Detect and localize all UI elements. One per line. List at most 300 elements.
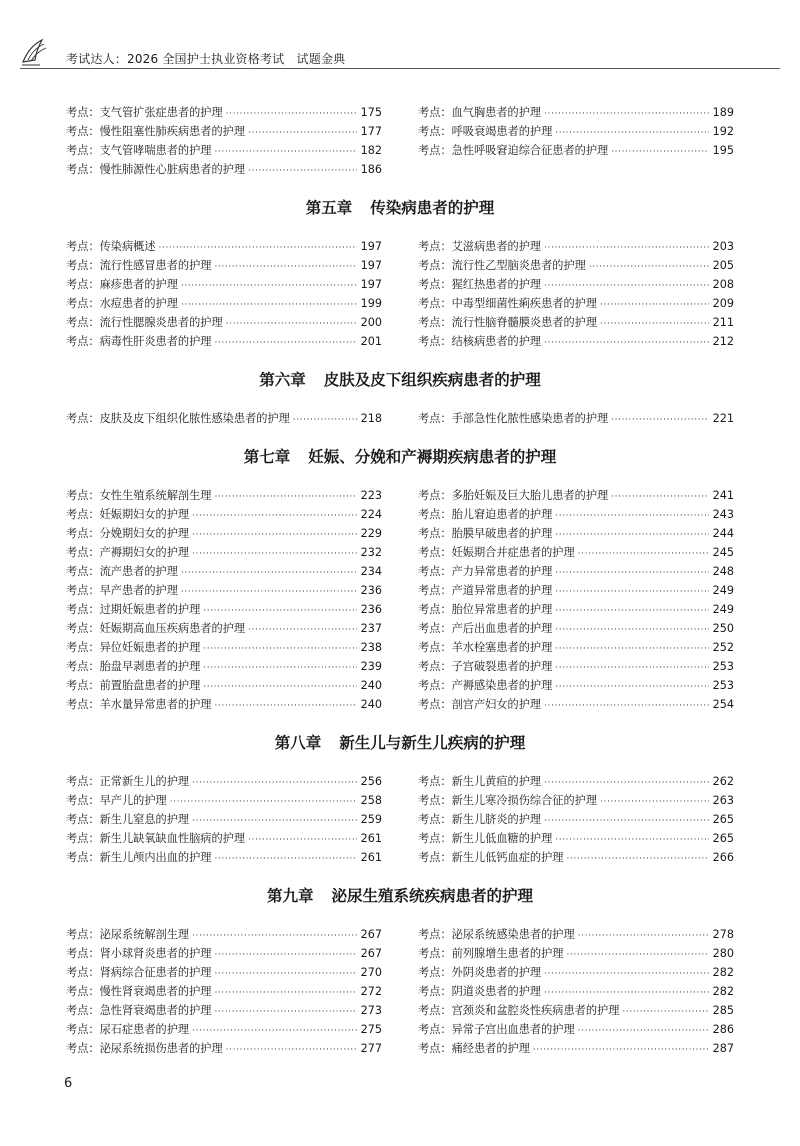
- entry-prefix: 考点：: [418, 985, 452, 998]
- entry-prefix: 考点：: [418, 259, 452, 272]
- entry-label: 新生儿低钙血症的护理: [451, 851, 564, 864]
- entry-label: 肾病综合征患者的护理: [99, 966, 212, 979]
- toc-entry[interactable]: [66, 676, 382, 695]
- entry-page-number: 259: [360, 813, 382, 826]
- toc-entry[interactable]: [66, 963, 382, 982]
- entry-prefix: 考点：: [66, 851, 100, 864]
- toc-entry[interactable]: [418, 505, 734, 524]
- entry-page-number: 203: [712, 240, 734, 253]
- entry-page-number: 280: [712, 947, 734, 960]
- toc-column-left: [66, 486, 382, 714]
- entry-label: 新生儿脐炎的护理: [451, 813, 542, 826]
- dot-leader: [214, 488, 357, 507]
- toc-entry[interactable]: [66, 332, 382, 351]
- toc-entry[interactable]: [66, 486, 382, 505]
- entry-page-number: 224: [360, 508, 382, 521]
- dot-leader: [214, 1003, 357, 1022]
- entry-label: 呼吸衰竭患者的护理: [451, 125, 553, 138]
- entry-prefix: 考点：: [66, 966, 100, 979]
- toc-entry[interactable]: [66, 810, 382, 829]
- entry-page-number: 273: [360, 1004, 382, 1017]
- toc-entry[interactable]: [418, 944, 734, 963]
- dot-leader: [566, 850, 709, 869]
- toc-entry[interactable]: [66, 982, 382, 1001]
- toc-entry[interactable]: [418, 1020, 734, 1039]
- entry-label: 中毒型细菌性痢疾患者的护理: [451, 297, 598, 310]
- entry-prefix: 考点：: [66, 832, 100, 845]
- entry-page-number: 248: [712, 565, 734, 578]
- entry-prefix: 考点：: [66, 316, 100, 329]
- toc-entry[interactable]: [418, 791, 734, 810]
- entry-page-number: 175: [360, 106, 382, 119]
- toc-section: [66, 409, 734, 428]
- entry-prefix: 考点：: [66, 259, 100, 272]
- chapter-title: 新生儿与新生儿疾病的护理: [339, 734, 526, 752]
- entry-prefix: 考点：: [66, 144, 100, 157]
- entry-page-number: 249: [712, 603, 734, 616]
- entry-label: 胎膜早破患者的护理: [451, 527, 553, 540]
- entry-page-number: 237: [360, 622, 382, 635]
- entry-page-number: 286: [712, 1023, 734, 1036]
- entry-prefix: 考点：: [418, 1042, 452, 1055]
- toc-entry[interactable]: [66, 103, 382, 122]
- entry-prefix: 考点：: [66, 527, 100, 540]
- entry-prefix: 考点：: [418, 698, 452, 711]
- toc-entry[interactable]: [418, 141, 734, 160]
- entry-page-number: 197: [360, 278, 382, 291]
- logo-icon: [20, 38, 58, 68]
- entry-label: 流行性腮腺炎患者的护理: [99, 316, 223, 329]
- entry-page-number: 229: [360, 527, 382, 540]
- toc-entry[interactable]: [66, 944, 382, 963]
- chapter-number: 第五章: [305, 199, 353, 217]
- chapter-number: 第八章: [274, 734, 322, 752]
- entry-prefix: 考点：: [418, 412, 452, 425]
- entry-page-number: 241: [712, 489, 734, 502]
- entry-prefix: 考点：: [66, 412, 100, 425]
- entry-prefix: 考点：: [418, 106, 452, 119]
- toc-entry[interactable]: [66, 294, 382, 313]
- entry-page-number: 236: [360, 603, 382, 616]
- dot-leader: [226, 1041, 357, 1060]
- entry-label: 羊水栓塞患者的护理: [451, 641, 553, 654]
- dot-leader: [203, 640, 357, 659]
- toc-entry[interactable]: [418, 829, 734, 848]
- entry-label: 早产患者的护理: [99, 584, 178, 597]
- dot-leader: [555, 640, 709, 659]
- entry-label: 猩红热患者的护理: [451, 278, 542, 291]
- entry-page-number: 177: [360, 125, 382, 138]
- toc-column-left: [66, 409, 382, 428]
- chapter-number: 第七章: [243, 448, 291, 466]
- entry-label: 血气胸患者的护理: [451, 106, 542, 119]
- toc-entry[interactable]: [66, 409, 382, 428]
- entry-prefix: 考点：: [66, 546, 100, 559]
- toc-column-right: [418, 925, 734, 1058]
- entry-label: 妊娠期高血压疾病患者的护理: [99, 622, 246, 635]
- toc-entry[interactable]: [418, 619, 734, 638]
- entry-prefix: 考点：: [66, 775, 100, 788]
- entry-label: 前列腺增生患者的护理: [451, 947, 564, 960]
- entry-prefix: 考点：: [418, 660, 452, 673]
- entry-prefix: 考点：: [418, 813, 452, 826]
- entry-page-number: 272: [360, 985, 382, 998]
- toc-entry[interactable]: [418, 963, 734, 982]
- entry-page-number: 240: [360, 698, 382, 711]
- dot-leader: [248, 124, 357, 143]
- entry-prefix: 考点：: [66, 641, 100, 654]
- entry-prefix: 考点：: [418, 125, 452, 138]
- dot-leader: [226, 315, 357, 334]
- dot-leader: [181, 564, 357, 583]
- toc-column-left: [66, 237, 382, 351]
- dot-leader: [600, 296, 709, 315]
- entry-prefix: 考点：: [418, 565, 452, 578]
- entry-label: 产褥感染患者的护理: [451, 679, 553, 692]
- entry-label: 剖宫产妇女的护理: [451, 698, 542, 711]
- toc-entry[interactable]: [418, 332, 734, 351]
- toc-entry[interactable]: [66, 848, 382, 867]
- entry-label: 流行性脑脊髓膜炎患者的护理: [451, 316, 598, 329]
- toc-entry[interactable]: [418, 772, 734, 791]
- entry-label: 传染病概述: [99, 240, 156, 253]
- entry-page-number: 258: [360, 794, 382, 807]
- entry-page-number: 186: [360, 163, 382, 176]
- entry-page-number: 238: [360, 641, 382, 654]
- page-number: 6: [64, 1076, 73, 1091]
- entry-prefix: 考点：: [66, 947, 100, 960]
- dot-leader: [544, 334, 709, 353]
- entry-label: 子宫破裂患者的护理: [451, 660, 553, 673]
- entry-prefix: 考点：: [418, 603, 452, 616]
- dot-leader: [248, 831, 357, 850]
- toc-entry[interactable]: [66, 160, 382, 179]
- entry-label: 女性生殖系统解剖生理: [99, 489, 212, 502]
- toc-entry[interactable]: [66, 925, 382, 944]
- toc-entry[interactable]: [418, 543, 734, 562]
- dot-leader: [555, 678, 709, 697]
- toc-entry[interactable]: [418, 237, 734, 256]
- entry-label: 水痘患者的护理: [99, 297, 178, 310]
- dot-leader: [555, 507, 709, 526]
- entry-page-number: 243: [712, 508, 734, 521]
- entry-label: 麻疹患者的护理: [99, 278, 178, 291]
- entry-label: 流产患者的护理: [99, 565, 178, 578]
- entry-prefix: 考点：: [418, 316, 452, 329]
- entry-label: 慢性肾衰竭患者的护理: [99, 985, 212, 998]
- entry-label: 胎盘早剥患者的护理: [99, 660, 201, 673]
- toc-entry[interactable]: [66, 524, 382, 543]
- entry-prefix: 考点：: [418, 851, 452, 864]
- entry-prefix: 考点：: [418, 1004, 452, 1017]
- entry-label: 宫颈炎和盆腔炎性疾病患者的护理: [451, 1004, 620, 1017]
- toc-entry[interactable]: [418, 581, 734, 600]
- toc-entry[interactable]: [66, 141, 382, 160]
- toc-entry[interactable]: [66, 638, 382, 657]
- entry-prefix: 考点：: [418, 679, 452, 692]
- entry-prefix: 考点：: [418, 584, 452, 597]
- entry-prefix: 考点：: [418, 508, 452, 521]
- entry-page-number: 189: [712, 106, 734, 119]
- chapter-heading: [66, 351, 734, 409]
- entry-label: 病毒性肝炎患者的护理: [99, 335, 212, 348]
- toc-entry[interactable]: [418, 925, 734, 944]
- dot-leader: [192, 526, 357, 545]
- entry-prefix: 考点：: [418, 775, 452, 788]
- dot-leader: [214, 946, 357, 965]
- toc-section: [66, 772, 734, 867]
- entry-label: 产褥期妇女的护理: [99, 546, 190, 559]
- toc-entry[interactable]: [418, 122, 734, 141]
- dot-leader: [578, 545, 709, 564]
- dot-leader: [566, 946, 709, 965]
- entry-page-number: 252: [712, 641, 734, 654]
- toc-entry[interactable]: [418, 256, 734, 275]
- entry-label: 新生儿黄疸的护理: [451, 775, 542, 788]
- toc-entry[interactable]: [418, 982, 734, 1001]
- entry-page-number: 201: [360, 335, 382, 348]
- entry-label: 新生儿低血糖的护理: [451, 832, 553, 845]
- dot-leader: [544, 965, 709, 984]
- dot-leader: [203, 678, 357, 697]
- toc-entry[interactable]: [66, 562, 382, 581]
- dot-leader: [544, 812, 709, 831]
- toc-entry[interactable]: [66, 1020, 382, 1039]
- entry-label: 肾小球肾炎患者的护理: [99, 947, 212, 960]
- entry-page-number: 287: [712, 1042, 734, 1055]
- entry-label: 急性呼吸窘迫综合征患者的护理: [451, 144, 609, 157]
- dot-leader: [192, 545, 357, 564]
- entry-prefix: 考点：: [418, 297, 452, 310]
- entry-page-number: 234: [360, 565, 382, 578]
- entry-label: 产道异常患者的护理: [451, 584, 553, 597]
- toc-entry[interactable]: [66, 505, 382, 524]
- entry-page-number: 278: [712, 928, 734, 941]
- toc-entry[interactable]: [418, 848, 734, 867]
- toc-entry[interactable]: [66, 122, 382, 141]
- entry-prefix: 考点：: [418, 966, 452, 979]
- entry-prefix: 考点：: [66, 125, 100, 138]
- entry-page-number: 245: [712, 546, 734, 559]
- entry-prefix: 考点：: [66, 603, 100, 616]
- dot-leader: [214, 965, 357, 984]
- toc-entry[interactable]: [66, 695, 382, 714]
- dot-leader: [181, 583, 357, 602]
- entry-label: 泌尿系统感染患者的护理: [451, 928, 575, 941]
- entry-prefix: 考点：: [418, 527, 452, 540]
- entry-label: 痛经患者的护理: [451, 1042, 530, 1055]
- toc-entry[interactable]: [418, 294, 734, 313]
- toc-entry[interactable]: [418, 810, 734, 829]
- entry-label: 新生儿缺氧缺血性脑病的护理: [99, 832, 246, 845]
- toc-column-right: [418, 409, 734, 428]
- entry-page-number: 265: [712, 832, 734, 845]
- entry-page-number: 197: [360, 240, 382, 253]
- entry-label: 异常子宫出血患者的护理: [451, 1023, 575, 1036]
- entry-label: 正常新生儿的护理: [99, 775, 190, 788]
- entry-prefix: 考点：: [66, 1004, 100, 1017]
- toc-entry[interactable]: [66, 313, 382, 332]
- toc-entry[interactable]: [66, 791, 382, 810]
- toc-column-right: [418, 772, 734, 867]
- entry-label: 异位妊娠患者的护理: [99, 641, 201, 654]
- entry-page-number: 208: [712, 278, 734, 291]
- dot-leader: [203, 659, 357, 678]
- toc-entry[interactable]: [66, 275, 382, 294]
- entry-prefix: 考点：: [66, 565, 100, 578]
- entry-page-number: 200: [360, 316, 382, 329]
- entry-prefix: 考点：: [66, 106, 100, 119]
- toc-entry[interactable]: [418, 275, 734, 294]
- dot-leader: [214, 984, 357, 1003]
- entry-prefix: 考点：: [66, 335, 100, 348]
- entry-page-number: 267: [360, 947, 382, 960]
- entry-page-number: 256: [360, 775, 382, 788]
- toc-entry[interactable]: [418, 695, 734, 714]
- entry-page-number: 282: [712, 966, 734, 979]
- dot-leader: [544, 105, 709, 124]
- dot-leader: [578, 927, 709, 946]
- toc-entry[interactable]: [418, 409, 734, 428]
- entry-prefix: 考点：: [66, 163, 100, 176]
- chapter-title: 皮肤及皮下组织疾病患者的护理: [323, 371, 541, 389]
- toc-entry[interactable]: [418, 676, 734, 695]
- dot-leader: [226, 105, 357, 124]
- entry-label: 支气管哮喘患者的护理: [99, 144, 212, 157]
- toc-entry[interactable]: [418, 486, 734, 505]
- entry-prefix: 考点：: [418, 641, 452, 654]
- entry-page-number: 277: [360, 1042, 382, 1055]
- toc-entry[interactable]: [66, 581, 382, 600]
- entry-page-number: 218: [360, 412, 382, 425]
- entry-page-number: 250: [712, 622, 734, 635]
- toc-entry[interactable]: [418, 562, 734, 581]
- entry-label: 妊娠期妇女的护理: [99, 508, 190, 521]
- entry-prefix: 考点：: [66, 278, 100, 291]
- entry-prefix: 考点：: [418, 622, 452, 635]
- entry-label: 分娩期妇女的护理: [99, 527, 190, 540]
- entry-prefix: 考点：: [418, 489, 452, 502]
- entry-page-number: 266: [712, 851, 734, 864]
- toc-entry[interactable]: [66, 829, 382, 848]
- dot-leader: [611, 411, 709, 430]
- toc-column-left: [66, 925, 382, 1058]
- entry-label: 妊娠期合并症患者的护理: [451, 546, 575, 559]
- dot-leader: [555, 602, 709, 621]
- entry-label: 支气管扩张症患者的护理: [99, 106, 223, 119]
- toc-entry[interactable]: [66, 772, 382, 791]
- table-of-contents: [66, 103, 734, 1058]
- entry-label: 新生儿窒息的护理: [99, 813, 190, 826]
- entry-page-number: 261: [360, 832, 382, 845]
- chapter-heading: [66, 179, 734, 237]
- entry-label: 产后出血患者的护理: [451, 622, 553, 635]
- entry-page-number: 249: [712, 584, 734, 597]
- entry-page-number: 285: [712, 1004, 734, 1017]
- entry-page-number: 182: [360, 144, 382, 157]
- dot-leader: [622, 1003, 709, 1022]
- entry-page-number: 236: [360, 584, 382, 597]
- toc-entry[interactable]: [66, 657, 382, 676]
- entry-page-number: 262: [712, 775, 734, 788]
- toc-entry[interactable]: [418, 600, 734, 619]
- entry-label: 前置胎盘患者的护理: [99, 679, 201, 692]
- toc-entry[interactable]: [66, 1001, 382, 1020]
- toc-entry[interactable]: [418, 657, 734, 676]
- entry-prefix: 考点：: [418, 546, 452, 559]
- entry-label: 过期妊娠患者的护理: [99, 603, 201, 616]
- entry-label: 泌尿系统解剖生理: [99, 928, 190, 941]
- chapter-heading: [66, 714, 734, 772]
- toc-entry[interactable]: [66, 1039, 382, 1058]
- entry-page-number: 240: [360, 679, 382, 692]
- toc-entry[interactable]: [66, 600, 382, 619]
- entry-label: 尿石症患者的护理: [99, 1023, 190, 1036]
- entry-page-number: 261: [360, 851, 382, 864]
- dot-leader: [170, 793, 357, 812]
- dot-leader: [248, 621, 357, 640]
- toc-entry[interactable]: [418, 103, 734, 122]
- entry-prefix: 考点：: [418, 794, 452, 807]
- chapter-heading: [66, 867, 734, 925]
- entry-page-number: 212: [712, 335, 734, 348]
- entry-page-number: 199: [360, 297, 382, 310]
- toc-section: [66, 237, 734, 351]
- entry-page-number: 209: [712, 297, 734, 310]
- toc-entry[interactable]: [418, 313, 734, 332]
- dot-leader: [192, 774, 357, 793]
- entry-label: 皮肤及皮下组织化脓性感染患者的护理: [99, 412, 290, 425]
- entry-label: 艾滋病患者的护理: [451, 240, 542, 253]
- entry-label: 外阴炎患者的护理: [451, 966, 542, 979]
- dot-leader: [555, 621, 709, 640]
- dot-leader: [181, 277, 357, 296]
- entry-prefix: 考点：: [66, 1023, 100, 1036]
- entry-page-number: 270: [360, 966, 382, 979]
- dot-leader: [533, 1041, 709, 1060]
- toc-entry[interactable]: [66, 256, 382, 275]
- toc-entry[interactable]: [418, 1039, 734, 1058]
- toc-entry[interactable]: [418, 1001, 734, 1020]
- dot-leader: [555, 526, 709, 545]
- dot-leader: [192, 927, 357, 946]
- entry-prefix: 考点：: [418, 240, 452, 253]
- toc-entry[interactable]: [418, 638, 734, 657]
- toc-entry[interactable]: [66, 543, 382, 562]
- toc-entry[interactable]: [66, 619, 382, 638]
- entry-label: 羊水量异常患者的护理: [99, 698, 212, 711]
- toc-entry[interactable]: [66, 237, 382, 256]
- dot-leader: [611, 488, 709, 507]
- entry-page-number: 223: [360, 489, 382, 502]
- entry-label: 早产儿的护理: [99, 794, 167, 807]
- entry-label: 慢性肺源性心脏病患者的护理: [99, 163, 246, 176]
- dot-leader: [555, 564, 709, 583]
- toc-column-right: [418, 237, 734, 351]
- entry-page-number: 253: [712, 660, 734, 673]
- entry-page-number: 239: [360, 660, 382, 673]
- chapter-title: 泌尿生殖系统疾病患者的护理: [331, 887, 534, 905]
- toc-entry[interactable]: [418, 524, 734, 543]
- entry-prefix: 考点：: [66, 928, 100, 941]
- entry-label: 手部急性化脓性感染患者的护理: [451, 412, 609, 425]
- entry-prefix: 考点：: [66, 297, 100, 310]
- chapter-number: 第六章: [259, 371, 306, 389]
- entry-page-number: 221: [712, 412, 734, 425]
- dot-leader: [578, 1022, 709, 1041]
- entry-prefix: 考点：: [418, 947, 452, 960]
- header-title: 考试达人：2026 全国护士执业资格考试 试题金典: [66, 52, 346, 66]
